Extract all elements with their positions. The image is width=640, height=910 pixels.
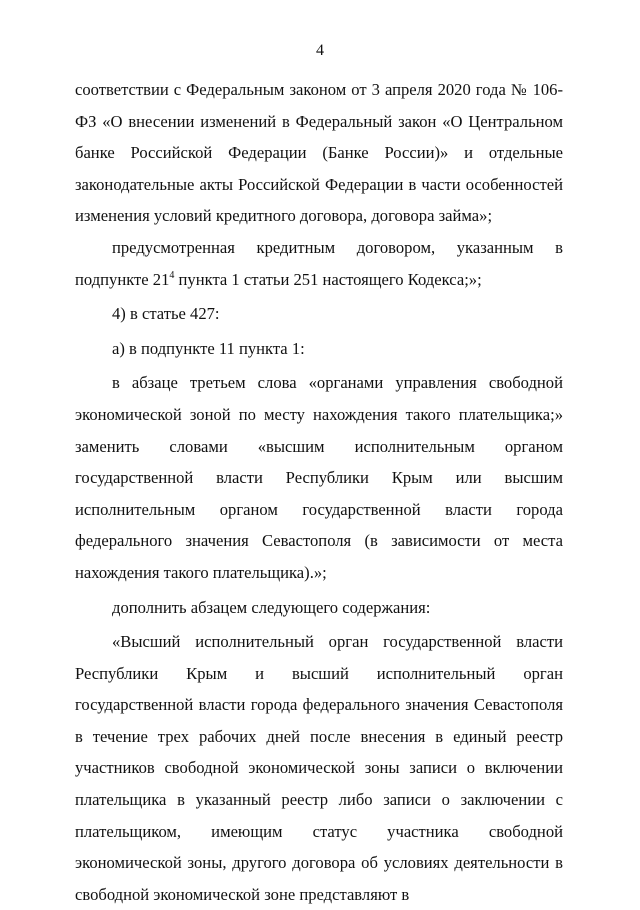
- paragraph-quoted-text: «Высший исполнительный орган государственной власти Республики Крым и высший исполнительный орган государственной власти города федерального значения Севастополя в течение трех рабочих дней после внесения в единый реестр участников свободной экономической зоны записи о включении плательщика в указанный реестр либо записи о заключении с плательщиком, имеющим статус участника свободной экономической зоны, другого договора об условиях деятельности в свободной экономической зоне представляют в: [75, 632, 563, 904]
- paragraph-article-427: 4) в статье 427:: [112, 304, 220, 324]
- paragraph-add-abzac: дополнить абзацем следующего содержания:: [112, 597, 431, 617]
- page-number: 4: [316, 42, 324, 59]
- paragraph-credit-agreement: [75, 232, 563, 295]
- paragraph-credit-agreement-text: предусмотренная кредитным договором, указанным в подпункте 21: [75, 237, 563, 289]
- paragraph-subitem-11: а) в подпункте 11 пункта 1:: [112, 338, 305, 358]
- paragraph-law-reference: соответствии с Федеральным законом от 3 апреля 2020 года № 106-ФЗ «О внесении изменений в Федеральный закон «О Центральном банке Российской Федерации (Банке России)» и отдельные законодательные акты Российской Федерации в части особенностей изменения условий кредитного договора, договора займа»;: [75, 80, 563, 226]
- superscript-index: 4: [169, 269, 175, 281]
- paragraph-replace-words: в абзаце третьем слова «органами управления свободной экономической зоной по месту нахождения такого плательщика;» заменить словами «высшим исполнительным органом государственной власти Республики Крым или высшим исполнительным органом государственной власти города федерального значения Севастополя (в зависимости от места нахождения такого плательщика).»;: [75, 373, 563, 582]
- paragraph-credit-agreement-tail: пункта 1 статьи 251 настоящего Кодекса;»;: [174, 269, 482, 289]
- document-body: [75, 74, 563, 910]
